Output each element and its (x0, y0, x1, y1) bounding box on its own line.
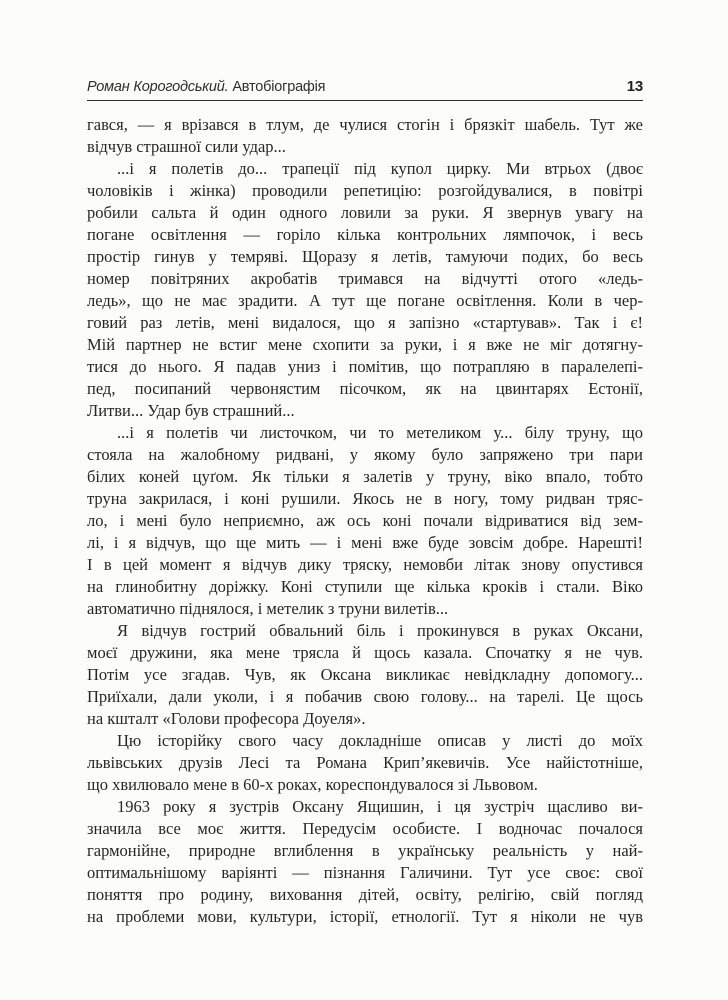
text-line: пед, посипаний червонястим пісочком, як на цвинтарях Естонії, (87, 379, 643, 398)
text-line: на проблеми мови, культури, історії, етнології. Тут я ніколи не чув (87, 907, 643, 926)
paragraph (87, 620, 643, 730)
text-line: І в цей момент я відчув дику тряску, немовби літак знову опустився (87, 555, 643, 574)
text-line: номер повітряних акробатів тримався на відчутті отого «ледь- (87, 269, 643, 288)
text-line: погане освітлення — горіло кілька контрольних лямпочок, і весь (87, 225, 643, 244)
text-line: на глинобитну доріжку. Коні ступили ще кілька кроків і стали. Віко (87, 577, 643, 596)
text-line: 1963 року я зустрів Оксану Ящишин, і ця зустріч щасливо ви- (117, 797, 643, 816)
paragraph (87, 796, 643, 928)
paragraph (87, 114, 643, 158)
text-line: чоловіків і жінка) проводили репетицію: розгойдувалися, в повітрі (87, 181, 643, 200)
text-line: ...і я полетів до... трапеції під купол цирку. Ми втрьох (двоє (117, 159, 643, 178)
text-line: відчув страшної сили удар... (87, 137, 286, 156)
page-body (87, 114, 643, 928)
page-header (87, 78, 643, 95)
text-line: Литви... Удар був страшний... (87, 401, 295, 420)
text-line: Цю історійку свого часу докладніше описав у листі до моїх (117, 731, 643, 750)
page-number: 13 (626, 78, 643, 95)
text-line: труна закрилася, і коні рушили. Якось не в ногу, тому ридван тряс- (87, 489, 643, 508)
text-line: говий раз летів, мені видалося, що я запізно «стартував». Так і є! (87, 313, 643, 332)
header-rule (87, 100, 643, 101)
text-line: лі, і я відчув, що ще мить — і мені вже буде зовсім добре. Нарешті! (87, 533, 643, 552)
text-line: Потім усе згадав. Чув, як Оксана викликає невідкладну допомогу... (87, 665, 643, 684)
text-line: автоматично піднялося, і метелик з труни вилетів... (87, 599, 449, 618)
text-line: білих коней цуґом. Як тільки я залетів у труну, віко впало, тобто (87, 467, 643, 486)
text-line: ...і я полетів чи листочком, чи то метеликом у... білу труну, що (117, 423, 643, 442)
text-line: поняття про родину, виховання дітей, освіту, релігію, свій погляд (87, 885, 643, 904)
text-line: на кшталт «Голови професора Доуеля». (87, 709, 366, 728)
text-line: простір гинув у темряві. Щоразу я летів, тамуючи подих, бо весь (87, 247, 643, 266)
text-line: ло, і мені було неприємно, аж ось коні почали відриватися від зем- (87, 511, 643, 530)
text-line: львівських друзів Лесі та Романа Крип’якевичів. Усе найістотніше, (87, 753, 643, 772)
text-line: тися до нього. Я падав униз і помітив, що потрапляю в паралелепі- (87, 357, 643, 376)
text-line: оптимальнішому варіянті — пізнання Галичини. Тут усе своє: свої (87, 863, 643, 882)
text-line: ледь», що не має зрадити. А тут ще погане освітлення. Коли в чер- (87, 291, 643, 310)
paragraph (87, 422, 643, 620)
paragraph (87, 730, 643, 796)
text-line: гармонійне, природне вглиблення в українську реальність у най- (87, 841, 643, 860)
running-title-author: Роман Корогодський. (87, 79, 229, 95)
paragraph (87, 158, 643, 422)
text-line: Я відчув гострий обвальний біль і прокинувся в руках Оксани, (117, 621, 643, 640)
text-line: стояла на жалобному ридвані, у якому було запряжено три пари (87, 445, 643, 464)
text-line: робили сальта й один одного ловили за руки. Я звернув увагу на (87, 203, 643, 222)
text-line: моєї дружини, яка мене трясла й щось казала. Спочатку я не чув. (87, 643, 643, 662)
text-line: Мій партнер не встиг мене схопити за руки, і я вже не міг дотягну- (87, 335, 643, 354)
text-line: що хвилювало мене в 60-х роках, кореспондувалося зі Львовом. (87, 775, 538, 794)
text-line: гався, — я врізався в тлум, де чулися стогін і брязкіт шабель. Тут же (87, 115, 643, 134)
text-line: значила все моє життя. Передусім особисте. І водночас почалося (87, 819, 643, 838)
running-title (87, 79, 325, 95)
text-line: Приїхали, дали уколи, і я побачив свою голову... на тарелі. Це щось (87, 687, 643, 706)
running-title-section: Автобіографія (232, 79, 326, 95)
